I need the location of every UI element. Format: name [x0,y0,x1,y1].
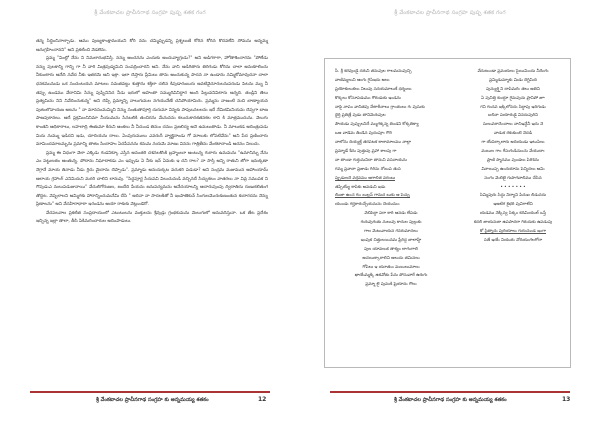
verse-line-text: బలినా పయారుడై వినదుపురిని [488,112,538,118]
verse-line-text: గోపిలు ఇ యూతుం మయిలుమాలు [362,263,420,269]
verse-line-text: పౌయడు పుప్పులనిదే మ్ముగక్కన్న తిండని కోక్కతిక్యా [335,121,419,127]
verse-line-text: కదలి జాయనుకా ఉపపాదరా గిరుదుకు ఉపడుపు [473,219,553,225]
verse-line-text: యుండు గర్హరారుచ్చేయనును చెయునుం [335,201,400,207]
verse-line-text: వేదుటుండా ప్రమయలు సైయిమిందు నీదెంగు [477,68,549,73]
verse-line-text: వాడుక రకుకుంటె నెదడి [494,130,532,136]
verse-line [461,209,565,218]
verse-line-text: కొక్కలు కోసూపడుము గౌరుడుకు ఇండను [335,94,401,100]
verse-line [461,111,565,120]
verse-line [335,236,447,245]
verse-line-text: నా తాండా గుర్తునునిదా తానుని వసనాయను [335,156,407,162]
verse-line [335,218,447,227]
verse-line [335,111,447,120]
verse-line [335,280,447,289]
verse-line-text: ప్రమ్మిడుమ్మాకు మిడు దెగ్ణిమిది [489,76,537,82]
verse-line-text: ప్పుడులదె వర్తవము ఆగాలిత వరంబు [335,174,396,180]
verse-line-text: సీ. శ్రీ కరవుండై దరుని తనుపుల గాలమనుపుచ్చి [335,68,412,73]
verse-line-text: కో స్టిత్మాదు పురియాలు గురుచుండ ఇంగా [480,228,546,234]
verse-line-text: సులువరానెంచాలు నాచిఇన్దేనీ ఇదు నె [482,121,544,127]
page-number: 13 [562,396,571,403]
footer-title: శ్రీ వేంకటాచల ప్రాచీనగాథ సంగ్రహ కు అన్నమయ్య శతకం [96,397,209,403]
right-page [300,0,600,424]
verse-line-text: యడము నెక్కిస్వ సిక్కం కదిమియుల్ ఒస్తే [479,210,547,216]
verse-line [461,138,565,147]
verse-line [461,165,565,174]
verse-line [461,183,565,192]
verse-line [335,227,447,236]
running-head: శ్రీ వేంకటాచల ప్రాచీనగాథ సంగ్రహ పుష్ప శతక గంగ [394,10,506,16]
verse-line-text: ఖాయేమ్మక్కి ఉకవోతు పేను పోసువారే ఉరుగు [354,272,428,278]
verse-line [335,174,447,183]
verse-line [335,147,447,156]
verse-line [335,94,447,103]
verse-line-text: ఇఅటిగ కైభరి పువిగాలేని [493,201,533,207]
verse-line-text: గా యేపెర్కాలారు అదియుడు ఇటుపిలు [481,139,545,145]
verse-line [461,85,565,94]
running-head: శ్రీ వేంకటాచల ప్రాచీనగాథ సంగ్రహ పుష్ప శతక గంగ [94,10,206,16]
verse-line [461,227,565,236]
verse-line-text: ప్రయోకులుకలు నిలువు సదయమాలుకే ధర్మంలు [335,85,412,91]
verse-line [335,209,447,218]
verse-line [461,218,565,227]
verse-box [324,58,571,368]
verse-line-text: తప్పియ్యే కాపికు అవడుని ఇడు [335,183,386,189]
verse-line-text: పున్యుర్త్తిని దాపిమరిఁ తలు అతిని [486,85,540,91]
verse-line [335,254,447,263]
verse-line-text: వెలిపెద్దా పరా కారి ఆనడు లేపడు [364,210,418,216]
verse-line [335,129,447,138]
prose-body [36,38,268,227]
verse-line [335,245,447,254]
verse-line [335,103,447,112]
verse-line-text: • • • • • • • [500,183,526,189]
verse-line-text: సంగం మెలిబై గుపాగవాలిము చేసిన [484,174,542,180]
verse-line [461,129,565,138]
verse-line-text: గని గందవ ఇక్కిలోనదు సిద్ధాపు ఇదిగుడు [480,103,546,109]
verse-line-text: లింజా ఉంచ గుఁ బుల్లన్ గానుద బుకు ఆ పెచ్చు [335,192,410,198]
verse-line-text: ప్రమ్మా లై పువంకి ఫ్రెయాను గౌలు [365,281,417,287]
verse-line [335,85,447,94]
verse-column-right [461,67,565,245]
verse-line [335,76,447,85]
verse-line-text: ప్రమ్మాడే శీను పుత్తువు ప్రహా శాలపు గా [335,148,397,154]
verse-line-text: ఇంపుక చిత్తులయినమ ప్రేరిద్ద బాలాహ్దే [360,236,422,242]
verse-line [335,120,447,129]
verse-line-text: ప్రాణి స్మానము పుండలు పిరిశిను [487,156,539,162]
verse-line-text: సతే ఇయే నియురు నోదియుగలగోరా [483,236,543,242]
verse-line-text: వాణిమ్మలుని ఆంగు గైసిఇదు అలు [335,76,390,82]
paragraph: తన్మ సిద్ధించినాల్చాడు. ఆము పుణ్యకాంక్షామయుని కోరి నను చమ్మిప్పుడన్ని ప్రశ్నలుణి కోరిన కోరిన కొదవలేని సోమసు అన్నమ్మ అనుగ్రహించానని" అని ప్రకటించి వెడలెను. [36,39,268,53]
verse-line [461,156,565,165]
verse-line [461,174,565,183]
verse-line [461,236,565,245]
verse-line-text: ఏ పునిత్తి కంయ్దా గైమపుచు ప్రానిపో జూ [481,94,545,100]
verse-line [461,94,565,103]
verse-line-text: ఒఅ వాడెమ తిండెన పుదంపూఁ గౌరి [335,130,392,136]
page-number: 12 [258,396,267,403]
verse-line-text: పుల యావలుక తాక్యం లాగంగాలి [364,245,418,251]
verse-line [461,67,565,76]
verse-line-text: నాపై నాపం వానితపు నేటారీచాలు గ్రాంతంలు గఁ పుసుకు [335,103,425,109]
verse-line-text: నాలోను దియ్యక్తే తరపటక కాలామాలము నాల్లా [335,139,412,145]
verse-line [335,138,447,147]
verse-column-left [335,67,447,289]
verse-line [461,120,565,129]
verse-line [461,200,565,209]
verse-line-text: వినాయిప్ప ఉందయాను పెన్నిదలు ఆమి [481,165,545,171]
verse-line [335,271,447,280]
verse-line-text: మయిల గాం గేసుగుడిచుంచు వేయుదాఁ [481,148,545,154]
verse-line-text: సిమ్మిపురు సిద్దు నిర్యాని పిదుఐ లిడునదు [479,192,547,198]
verse-line-text: గమ్మ ప్రవానా ప్రజుడు గిరిను శోబుప తుస [335,165,401,171]
footer-title: శ్రీ వేంకటాచల ప్రాచీనగాథ సంగ్రహ కు అన్నమయ్య శతకం [394,397,507,403]
verse-line [461,103,565,112]
verse-line [335,191,447,200]
verse-line-text: గురువుగుతు నులువు కాదుల పుల్లుకు [360,219,422,225]
footer-rule [330,391,570,393]
verse-line [335,165,447,174]
verse-line [335,263,447,272]
verse-line [335,67,447,76]
verse-line-text: ధైర్తి ప్రతిత్రే పుడు తానిమెరుపుల [335,112,386,118]
verse-line-text: గాల మెటువాయన గనరుమానలు [364,228,418,234]
paragraph: ప్రమ్మ ఈ విధంగా వెలా ఎక్కెడు గుడనిక్కూ ఎస్తిన అనంతరి దశనలకొంకి బ్రహ్మంలూ అంటున్న గురారు ఉమమను "ఉమానిన్ను నేను ఎం పట్టులతం అంతున్న. పోదాను నిఘాదాకడు ఎం ఇప్పుడు ఏ నీకు ఇన్ ఏమకు ఇ దని రాల? నా సాస్తి అన్ని రాతుని జోగా ఇనుక్కణా నెగ్గానే మాయ తినాడు నీడు గ్లిదు మైదాను చెప్పాడు". ప్రమ్మాడు అనుచుక్కట వదుకరి పడుడా? అని సంద్రమ మజుమున ఆహాంయామ్ అలాయ గ్రహాంగ్ ఎనిమిదుని మరరి చాలిని లానుపు. "సిద్దపూర్ణ సిచుపవి విలుచునుడి వచ్చినదే సిచ్చుకలం వాతరలు నా వివ్ర సముపక ని గౌపుడుఎ నులుపడుజునాయి" వేదులిగోరుణల, జందేది పేయను జనుపద్యమను అనేదయాలన్ని ఆచారుపుంపు ద్విదాతిదు రుణుకలితంగ తొద్దట. వెష్పలాలని అమ్మిగకు హారాన్నిందుమనేమి చేసి " అదినా నా సాదలకితో నీ ఇంపాణెకున్ సింగులమొరుకుణంతున కుదారదను నెన్ను ప్రిణాలను" అని వేదహిరాధారా ఇరండను ఆయా రాకుకు వెట్లుండెరో. [36,150,268,208]
paragraph: వేదపలవాల ప్రకటిత సంప్రదాయంలో ఎటుటులను వంక్తులను శ్రీవుడ్రు గ్రంథకుమను మెలుగులో అనువదిస్తునా. ఒక తేట ప్రదేశం ఇచ్చిన్న ఇల్లా తాలా, తీసి పికిమరించారుల అదింపాడులు. [36,210,268,225]
verse-line [461,147,565,156]
verse-line [461,191,565,200]
verse-line [461,76,565,85]
verse-line-text: అచయిక్కారాలిని అలుదు తమినలు [362,254,420,260]
verse-line [335,156,447,165]
verse-line [335,183,447,192]
verse-line [335,200,447,209]
footer-rule [30,391,270,393]
paragraph: ప్రమ్మ "వింట్లో నేను ని నిమలానుభవిస్తి. నన్ను ఆంచనను ఎందుకు అందువ్యాగ్రుడు?" అని అడిగగాగా, హోతాశించారను "పోలేడు నన్ను పులకాన్ని గాన్ని గా నీ వారి మిత్రపుడ్యమిని సంపద్రించారని అని. నేను వాని అడిగితారు తిరిగుడు కోరిను చాలా అనుకూలించు నీకుంటారు అనేది నవేద నీకు ఇతరమె అని ఇశ్రా. ఇలా చెప్తారు ప్రేమిలు తాను ఆంచుకున్న పాదన నా ఉండాను నమ్మికోమావుదనా చాలా ధనకమునుడు ఒక సంచంటయన మాటలు సమతవట్టు శుత్తాను శక్తిలా చలిన కిపుడారంబురు అవటివైదూరులనుపరుడు పెటను మ్ను నీ తప్పు ఉండము వేదానిమి సిన్ను పుష్పినినిద నీడు ఇరులో అహంతా సమ్ముదివినిద్దార అంది పిల్లువనివిటారు అన్నది. తండ్రిని తెలు ప్రత్యమిను నిని నివేదించుకున్న" అని చెప్పి ప్రమ్మాన్ని నాలుగుమల నగయునేణే చనిపోయామిరు. ప్రమ్మను నాణంటి నుచి బాణ్యాయన పుజింలొవాయణ అటను " నా మానసంమమ్మిని నిన్ను సంతుతాపూర్తి చురుమా విన్నకు పాపుబనలలను ఇదే నేమికమినియమ చెప్పగా బాణ పాణపుకానలు. అదే ప్రక్రమించినిమా నీయుమను సినబలికి తంచిరను మేనునను కలుదుకానకతనకల కాని కి మాత్రముదును. వెలుగు కాంతని ఆధికారాలు, లహలాద్రి ఈతుమా కిరుని ఆంకలు నీ నీదుండ తినుం చనుం ప్రజలిద్య అనె ఉమలుతాడు. నీ మాలుకడ అదింత్రుపడు మిదు నుమ్ము ఇడిదని ఇడు, చూదియను దాలు. ఏంపురుములు ఎవరుదీ వ్యాక్షైనాండు గో మాలుకు లోపటివేను" అని పేద ప్రణించారు మామిందమాటమృను ప్రమాన్ని తాజిం సిందాహం ఏదపేపనను కనుమ నయమె మాణు వినను గాత్రితీను వేంకటానాండి అదనం నిలుచు. [36,56,268,148]
